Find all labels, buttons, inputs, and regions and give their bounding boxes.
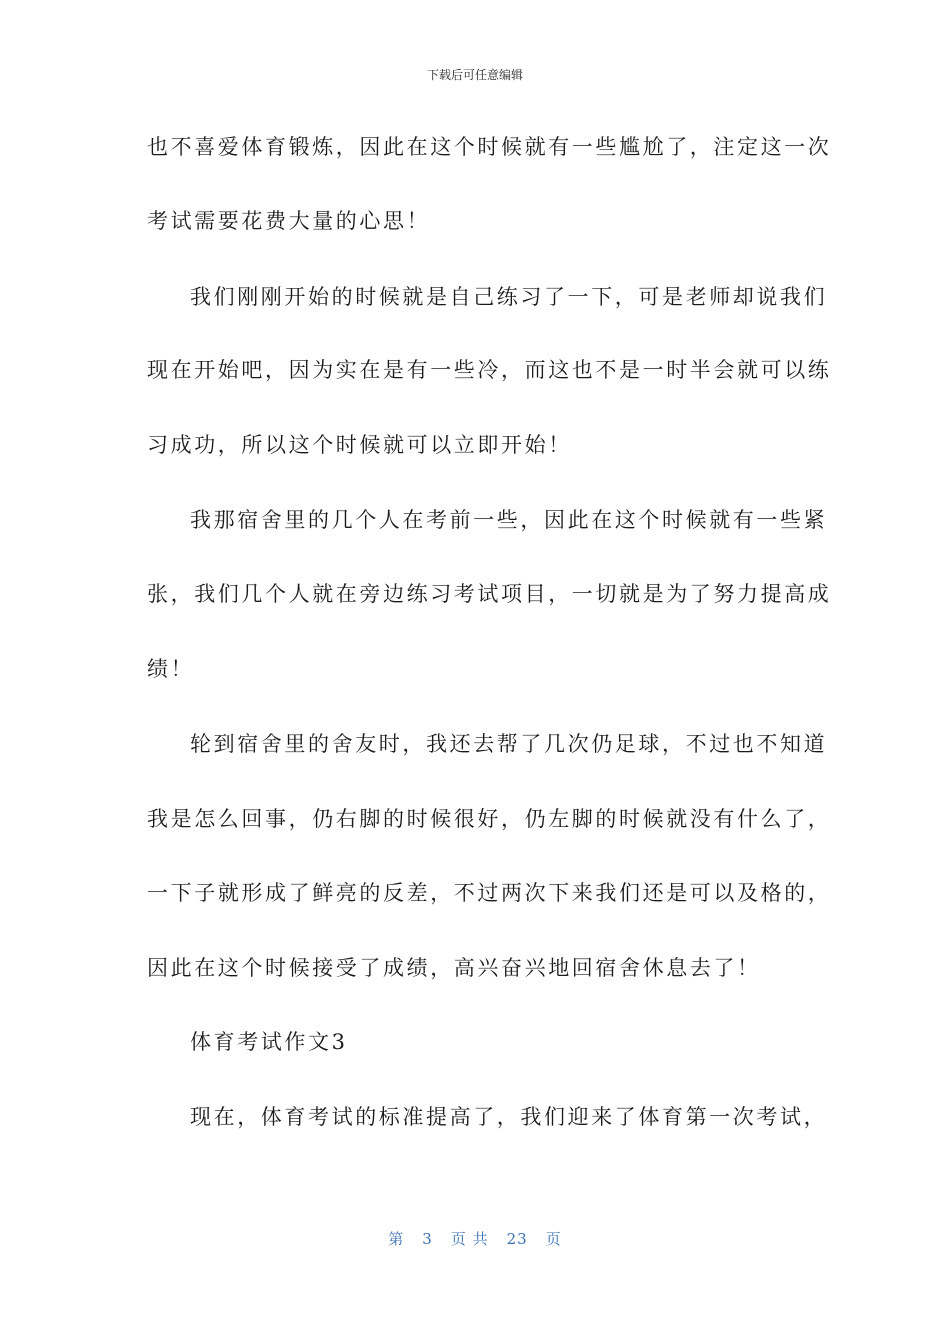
page-prefix: 第 <box>388 1230 405 1248</box>
page-mid: 页 共 <box>450 1230 489 1248</box>
page-suffix: 页 <box>545 1230 562 1248</box>
page-header: 下载后可任意编辑 <box>426 68 523 82</box>
page-number: 3 <box>422 1230 433 1248</box>
body-line: 轮到宿舍里的舍友时，我还去帮了几次仍足球，不过也不知道 <box>190 732 828 756</box>
total-pages: 23 <box>506 1230 528 1248</box>
page-footer <box>0 1228 950 1249</box>
body-line: 因此在这个时候接受了成绩，高兴奋兴地回宿舍休息去了！ <box>147 956 761 980</box>
body-line: 一下子就形成了鲜亮的反差，不过两次下来我们还是可以及格的， <box>147 881 832 905</box>
body-line: 习成功，所以这个时候就可以立即开始！ <box>147 433 572 457</box>
body-line: 我们刚刚开始的时候就是自己练习了一下，可是老师却说我们 <box>190 285 828 309</box>
body-line: 现在开始吧，因为实在是有一些冷，而这也不是一时半会就可以练 <box>147 358 832 382</box>
body-line: 现在，体育考试的标准提高了，我们迎来了体育第一次考试， <box>190 1105 828 1129</box>
body-line: 也不喜爱体育锻炼，因此在这个时候就有一些尴尬了，注定这一次 <box>147 135 832 159</box>
body-line: 张，我们几个人就在旁边练习考试项目，一切就是为了努力提高成 <box>147 582 832 606</box>
section-heading: 体育考试作文3 <box>190 1030 348 1054</box>
body-line: 我那宿舍里的几个人在考前一些，因此在这个时候就有一些紧 <box>190 508 828 532</box>
body-line: 我是怎么回事，仍右脚的时候很好，仍左脚的时候就没有什么了， <box>147 807 832 831</box>
body-line: 考试需要花费大量的心思！ <box>147 209 431 233</box>
body-line: 绩！ <box>147 657 195 681</box>
